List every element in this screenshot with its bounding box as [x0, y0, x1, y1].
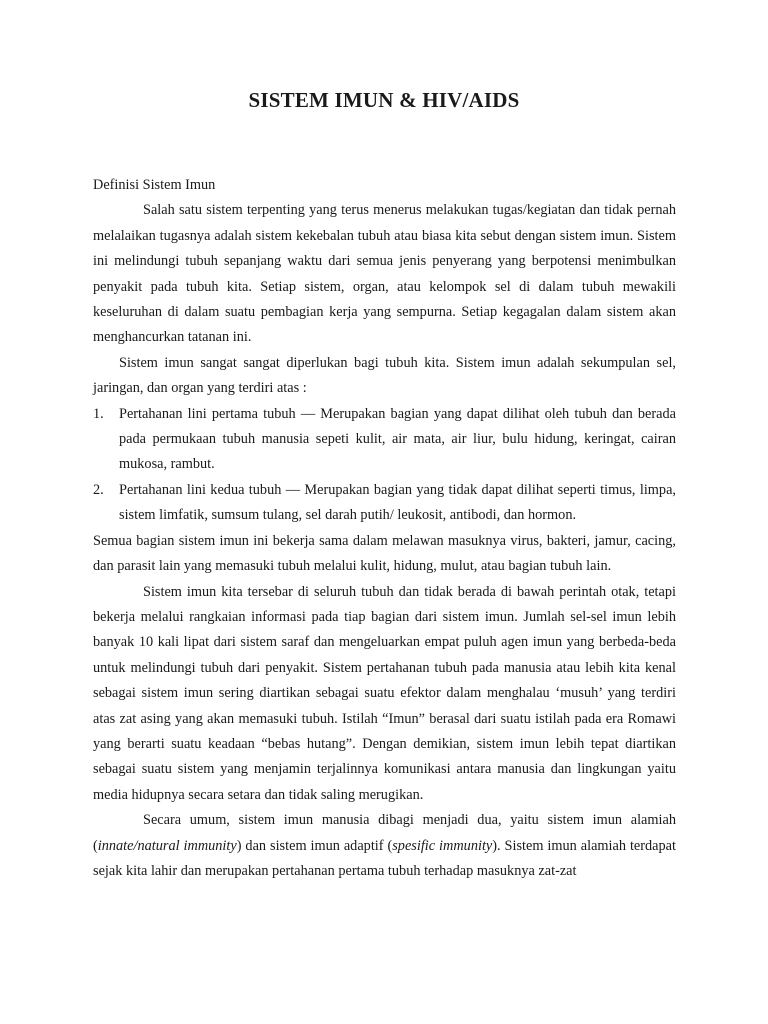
list-item-text: Pertahanan lini pertama tubuh — Merupakan bagian yang dapat dilihat oleh tubuh dan berada pada permukaan tubuh manusia sepeti kulit, air mata, air liur, bulu hidung, keringat, cairan mukosa, rambut. — [119, 405, 676, 473]
paragraph-3: Semua bagian sistem imun ini bekerja sama dalam melawan masuknya virus, bakteri, jamur, cacing, dan parasit lain yang memasuki tubuh melalui kulit, hidung, mulut, atau bagian tubuh lain. — [93, 532, 676, 575]
list-item-number: 1. — [93, 405, 104, 422]
paragraph-5-part-1: Secara umum, sistem imun manusia dibagi menjadi dua, yaitu sistem imun alamiah ( — [93, 812, 676, 854]
paragraph-5-part-2: ) dan sistem imun adaptif ( — [236, 837, 393, 854]
paragraph-5 — [93, 808, 676, 884]
section-heading: Definisi Sistem Imun — [93, 177, 216, 193]
paragraph-4: Sistem imun kita tersebar di seluruh tubuh dan tidak berada di bawah perintah otak, tetapi bekerja melalui rangkaian informasi pada tiap bagian dari sistem imun. Jumlah sel-sel imun lebih banyak 10 kali lipat dari sistem saraf dan mengeluarkan empat puluh agen imun yang berbeda-beda untuk melindungi tubuh dari penyakit. Sistem pertahanan tubuh pada manusia atau lebih kita kenal sebagai sistem imun sering diartikan sebagai suatu efektor dalam menghalau ‘musuh’ yang terdiri atas zat asing yang akan memasuki tubuh. Istilah “Imun” berasal dari suatu istilah pada era Romawi yang berarti suatu keadaan “bebas hutang”. Dengan demikian, sistem imun lebih tepat diartikan sebagai suatu sistem yang menjamin terjalinnya komunikasi antara manusia dan lingkungan yaitu media hidupnya secara setara dan tidak saling merugikan. — [93, 583, 676, 803]
paragraph-5-part-3: ). Sistem imun alamiah terdapat sejak kita lahir dan merupakan pertahanan pertama tubuh terhadap masuknya zat-zat — [93, 837, 676, 879]
paragraph-5-italic-1: innate/natural immunity — [97, 837, 237, 854]
paragraph-2: Sistem imun sangat sangat diperlukan bagi tubuh kita. Sistem imun adalah sekumpulan sel, jaringan, dan organ yang terdiri atas : — [93, 354, 676, 397]
list-item-text: Pertahanan lini kedua tubuh — Merupakan bagian yang tidak dapat dilihat seperti timus, limpa, sistem limfatik, sumsum tulang, sel darah putih/ leukosit, antibodi, dan hormon. — [119, 481, 676, 524]
list-item-number: 2. — [93, 481, 104, 498]
list-item — [93, 478, 676, 529]
document-body — [93, 173, 676, 884]
paragraph-1: Salah satu sistem terpenting yang terus menerus melakukan tugas/kegiatan dan tidak pernah melalaikan tugasnya adalah sistem kekebalan tubuh atau biasa kita sebut dengan sistem imun. Sistem ini melindungi tubuh sepanjang waktu dari semua jenis penyerang yang berpotensi menimbulkan penyakit pada tubuh kita. Setiap sistem, organ, atau kelompok sel di dalam tubuh mewakili keseluruhan di dalam suatu pembagian kerja yang sempurna. Setiap kegagalan dalam sistem akan menghancurkan tatanan ini. — [93, 202, 676, 346]
document-title: SISTEM IMUN & HIV/AIDS — [248, 88, 520, 112]
list-item — [93, 402, 676, 478]
paragraph-5-italic-2: spesific immunity — [392, 837, 493, 854]
defense-list — [93, 402, 676, 529]
